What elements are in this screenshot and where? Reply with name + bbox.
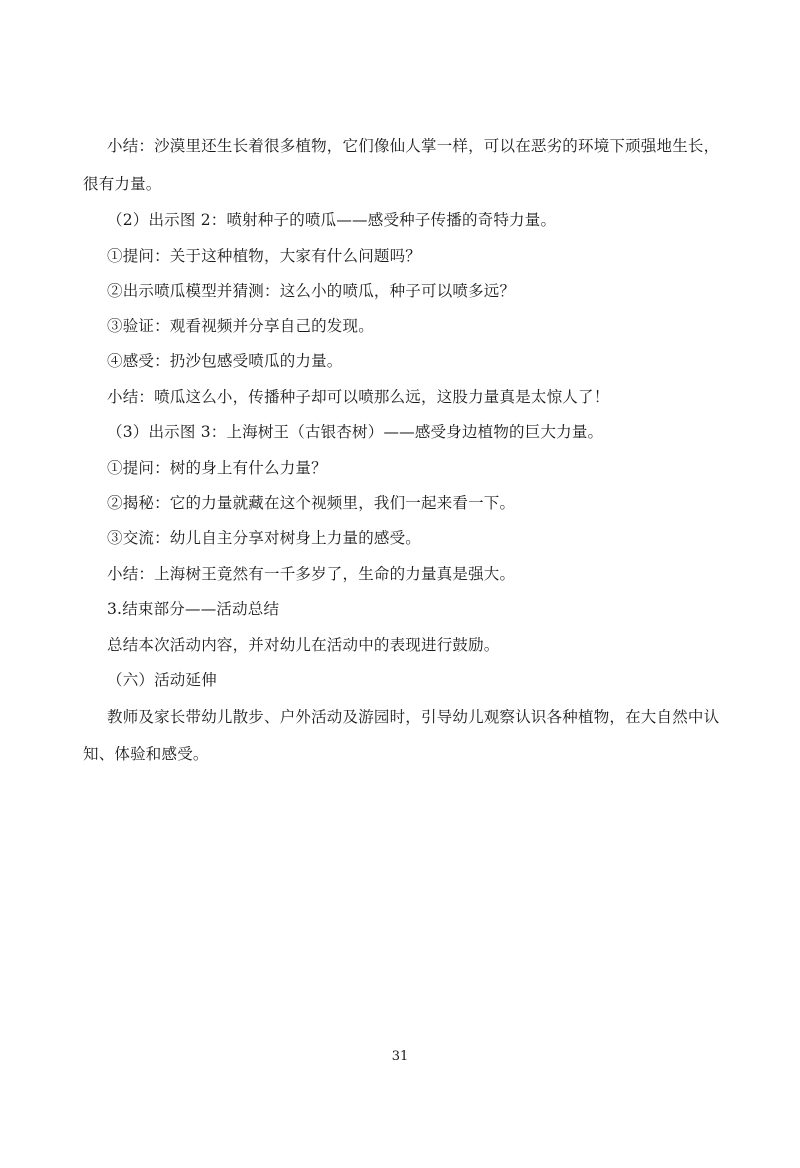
section-2-heading: （2）出示图 2：喷射种子的喷瓜——感受种子传播的奇特力量。 <box>107 211 557 229</box>
activity-extension-heading: （六）活动延伸 <box>107 671 217 689</box>
step-model-guess: ②出示喷瓜模型并猜测：这么小的喷瓜，种子可以喷多远？ <box>107 282 516 300</box>
summary-desert-plants-line-2: 很有力量。 <box>83 175 162 193</box>
activity-extension-text-line-1: 教师及家长带幼儿散步、户外活动及游园时，引导幼儿观察认识各种植物，在大自然中认 <box>107 708 720 726</box>
step-verify: ③验证：观看视频并分享自己的发现。 <box>107 317 374 335</box>
step-feel: ④感受：扔沙包感受喷瓜的力量。 <box>107 352 343 370</box>
activity-extension-text-line-2: 知、体验和感受。 <box>83 745 209 763</box>
ending-summary-text: 总结本次活动内容，并对幼儿在活动中的表现进行鼓励。 <box>107 636 500 654</box>
summary-desert-plants-line-1: 小结：沙漠里还生长着很多植物，它们像仙人掌一样，可以在恶劣的环境下顽强地生长， <box>107 137 720 155</box>
page-number: 31 <box>391 1049 409 1064</box>
section-3-heading: （3）出示图 3：上海树王（古银杏树）——感受身边植物的巨大力量。 <box>107 423 604 441</box>
summary-tree-king: 小结：上海树王竟然有一千多岁了，生命的力量真是强大。 <box>107 565 516 583</box>
ending-section-heading: 3.结束部分——活动总结 <box>107 600 280 618</box>
step-reveal: ②揭秘：它的力量就藏在这个视频里，我们一起来看一下。 <box>107 494 516 512</box>
summary-squirting-cucumber: 小结：喷瓜这么小，传播种子却可以喷那么远，这股力量真是太惊人了！ <box>107 388 610 406</box>
step-tree-question: ①提问：树的身上有什么力量？ <box>107 459 327 477</box>
step-question: ①提问：关于这种植物，大家有什么问题吗？ <box>107 247 422 265</box>
step-exchange: ③交流：幼儿自主分享对树身上力量的感受。 <box>107 529 422 547</box>
